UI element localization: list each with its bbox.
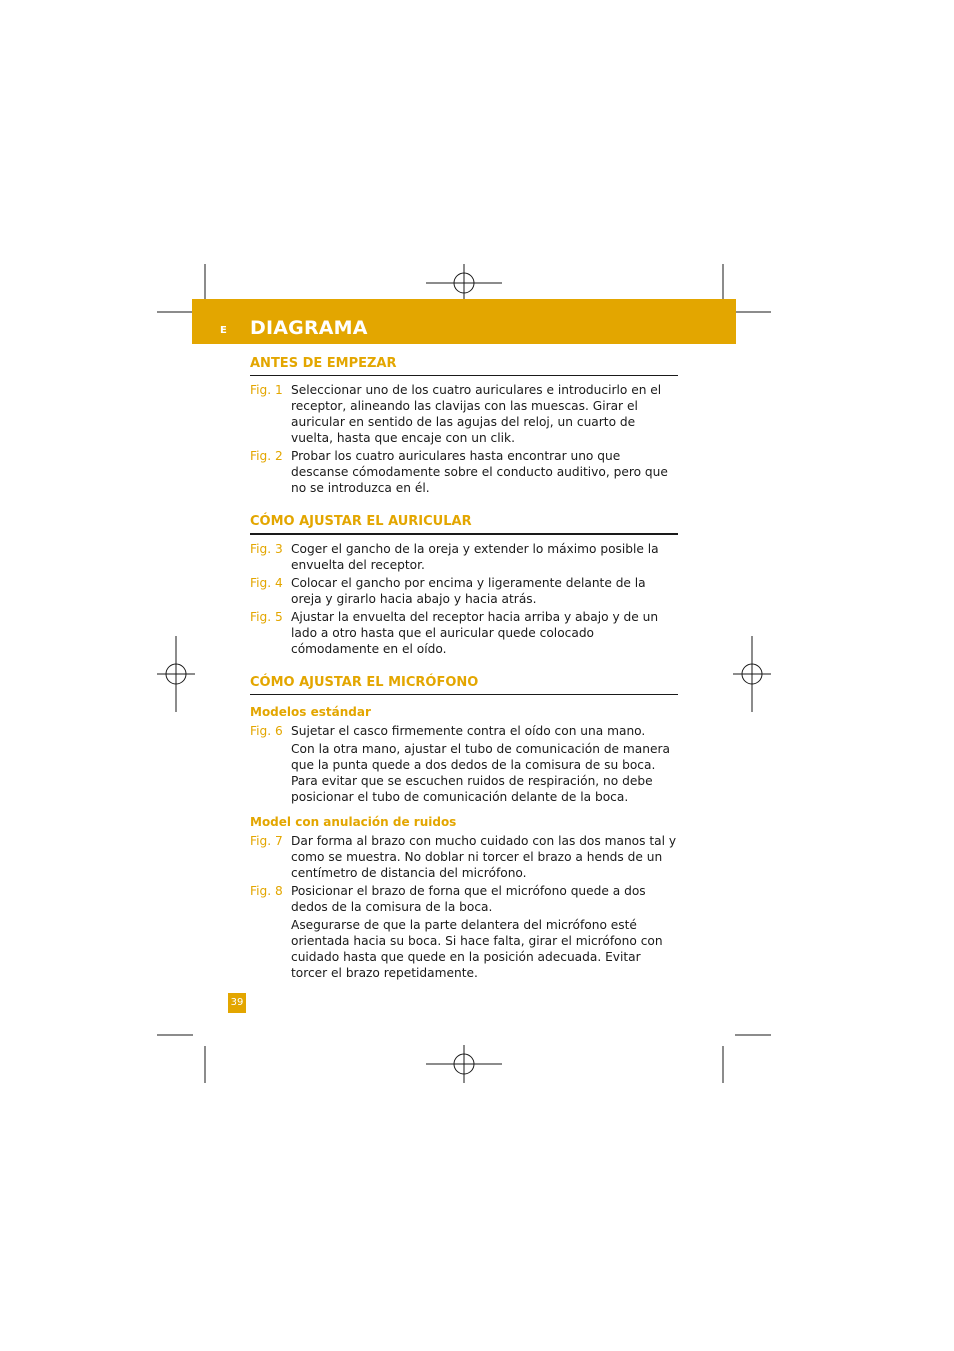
instruction-paragraph: Con la otra mano, ajustar el tubo de comunicación de manera que la punta quede a dos dedos de la comisura de su boca. Para evitar que se escuchen ruidos de respiración, no debe posicionar el tubo de comunicación delante de la boca. xyxy=(291,742,670,804)
section-ajustar-microfono xyxy=(250,675,678,981)
figure-ref: Fig. 8 xyxy=(250,884,283,898)
instruction-text: Probar los cuatro auriculares hasta encontrar uno que descanse cómodamente sobre el conducto auditivo, pero que no se introduzca en él. xyxy=(291,449,668,495)
instruction-item xyxy=(250,382,678,446)
figure-ref: Fig. 7 xyxy=(250,834,283,848)
instruction-text: Ajustar la envuelta del receptor hacia arriba y abajo y de un lado a otro hasta que el auricular quede colocado cómodamente en el oído. xyxy=(291,610,659,656)
page-title: DIAGRAMA xyxy=(250,317,368,339)
instruction-text: Dar forma al brazo con mucho cuidado con las dos manos tal y como se muestra. No doblar ni torcer el brazo a hends de un centímetro de distancia del micrófono. xyxy=(291,834,677,880)
section-heading: CÓMO AJUSTAR EL MICRÓFONO xyxy=(250,675,678,695)
figure-ref: Fig. 6 xyxy=(250,724,283,738)
figure-ref: Fig. 2 xyxy=(250,449,283,463)
main-content xyxy=(250,354,678,983)
figure-ref: Fig. 3 xyxy=(250,542,283,556)
section-antes-de-empezar xyxy=(250,356,678,496)
section-heading: ANTES DE EMPEZAR xyxy=(250,356,678,376)
subsection-heading: Modelos estándar xyxy=(250,705,371,719)
instruction-item xyxy=(250,609,678,657)
language-marker: E xyxy=(220,325,227,336)
instruction-text: Sujetar el casco firmemente contra el oído con una mano. xyxy=(291,724,646,738)
page-number: 39 xyxy=(228,993,246,1013)
instruction-item xyxy=(250,448,678,496)
instruction-text: Seleccionar uno de los cuatro auriculares e introducirlo en el receptor, alineando las clavijas con las muescas. Girar el auricular en sentido de las agujas del reloj, un cuarto de vuelta, hasta que encaje con un clik. xyxy=(291,383,662,445)
instruction-paragraph: Asegurarse de que la parte delantera del micrófono esté orientada hacia su boca. Si hace falta, girar el micrófono con cuidado hasta que quede en la posición adecuada. Evitar torcer el brazo repetidamente. xyxy=(291,918,663,980)
instruction-text: Coger el gancho de la oreja y extender lo máximo posible la envuelta del receptor. xyxy=(291,542,659,572)
instruction-text: Colocar el gancho por encima y ligeramente delante de la oreja y girarlo hacia abajo y hacia atrás. xyxy=(291,576,646,606)
instruction-item xyxy=(250,723,678,739)
instruction-item xyxy=(250,883,678,915)
section-heading: CÓMO AJUSTAR EL AURICULAR xyxy=(250,514,678,535)
section-ajustar-auricular xyxy=(250,514,678,657)
subsection-heading: Model con anulación de ruidos xyxy=(250,815,457,829)
instruction-text: Posicionar el brazo de forna que el micrófono quede a dos dedos de la comisura de la boca. xyxy=(291,884,646,914)
instruction-item xyxy=(250,541,678,573)
figure-ref: Fig. 4 xyxy=(250,576,283,590)
header-banner xyxy=(192,299,736,344)
instruction-item xyxy=(250,575,678,607)
figure-ref: Fig. 1 xyxy=(250,383,283,397)
figure-ref: Fig. 5 xyxy=(250,610,283,624)
instruction-item xyxy=(250,833,678,881)
